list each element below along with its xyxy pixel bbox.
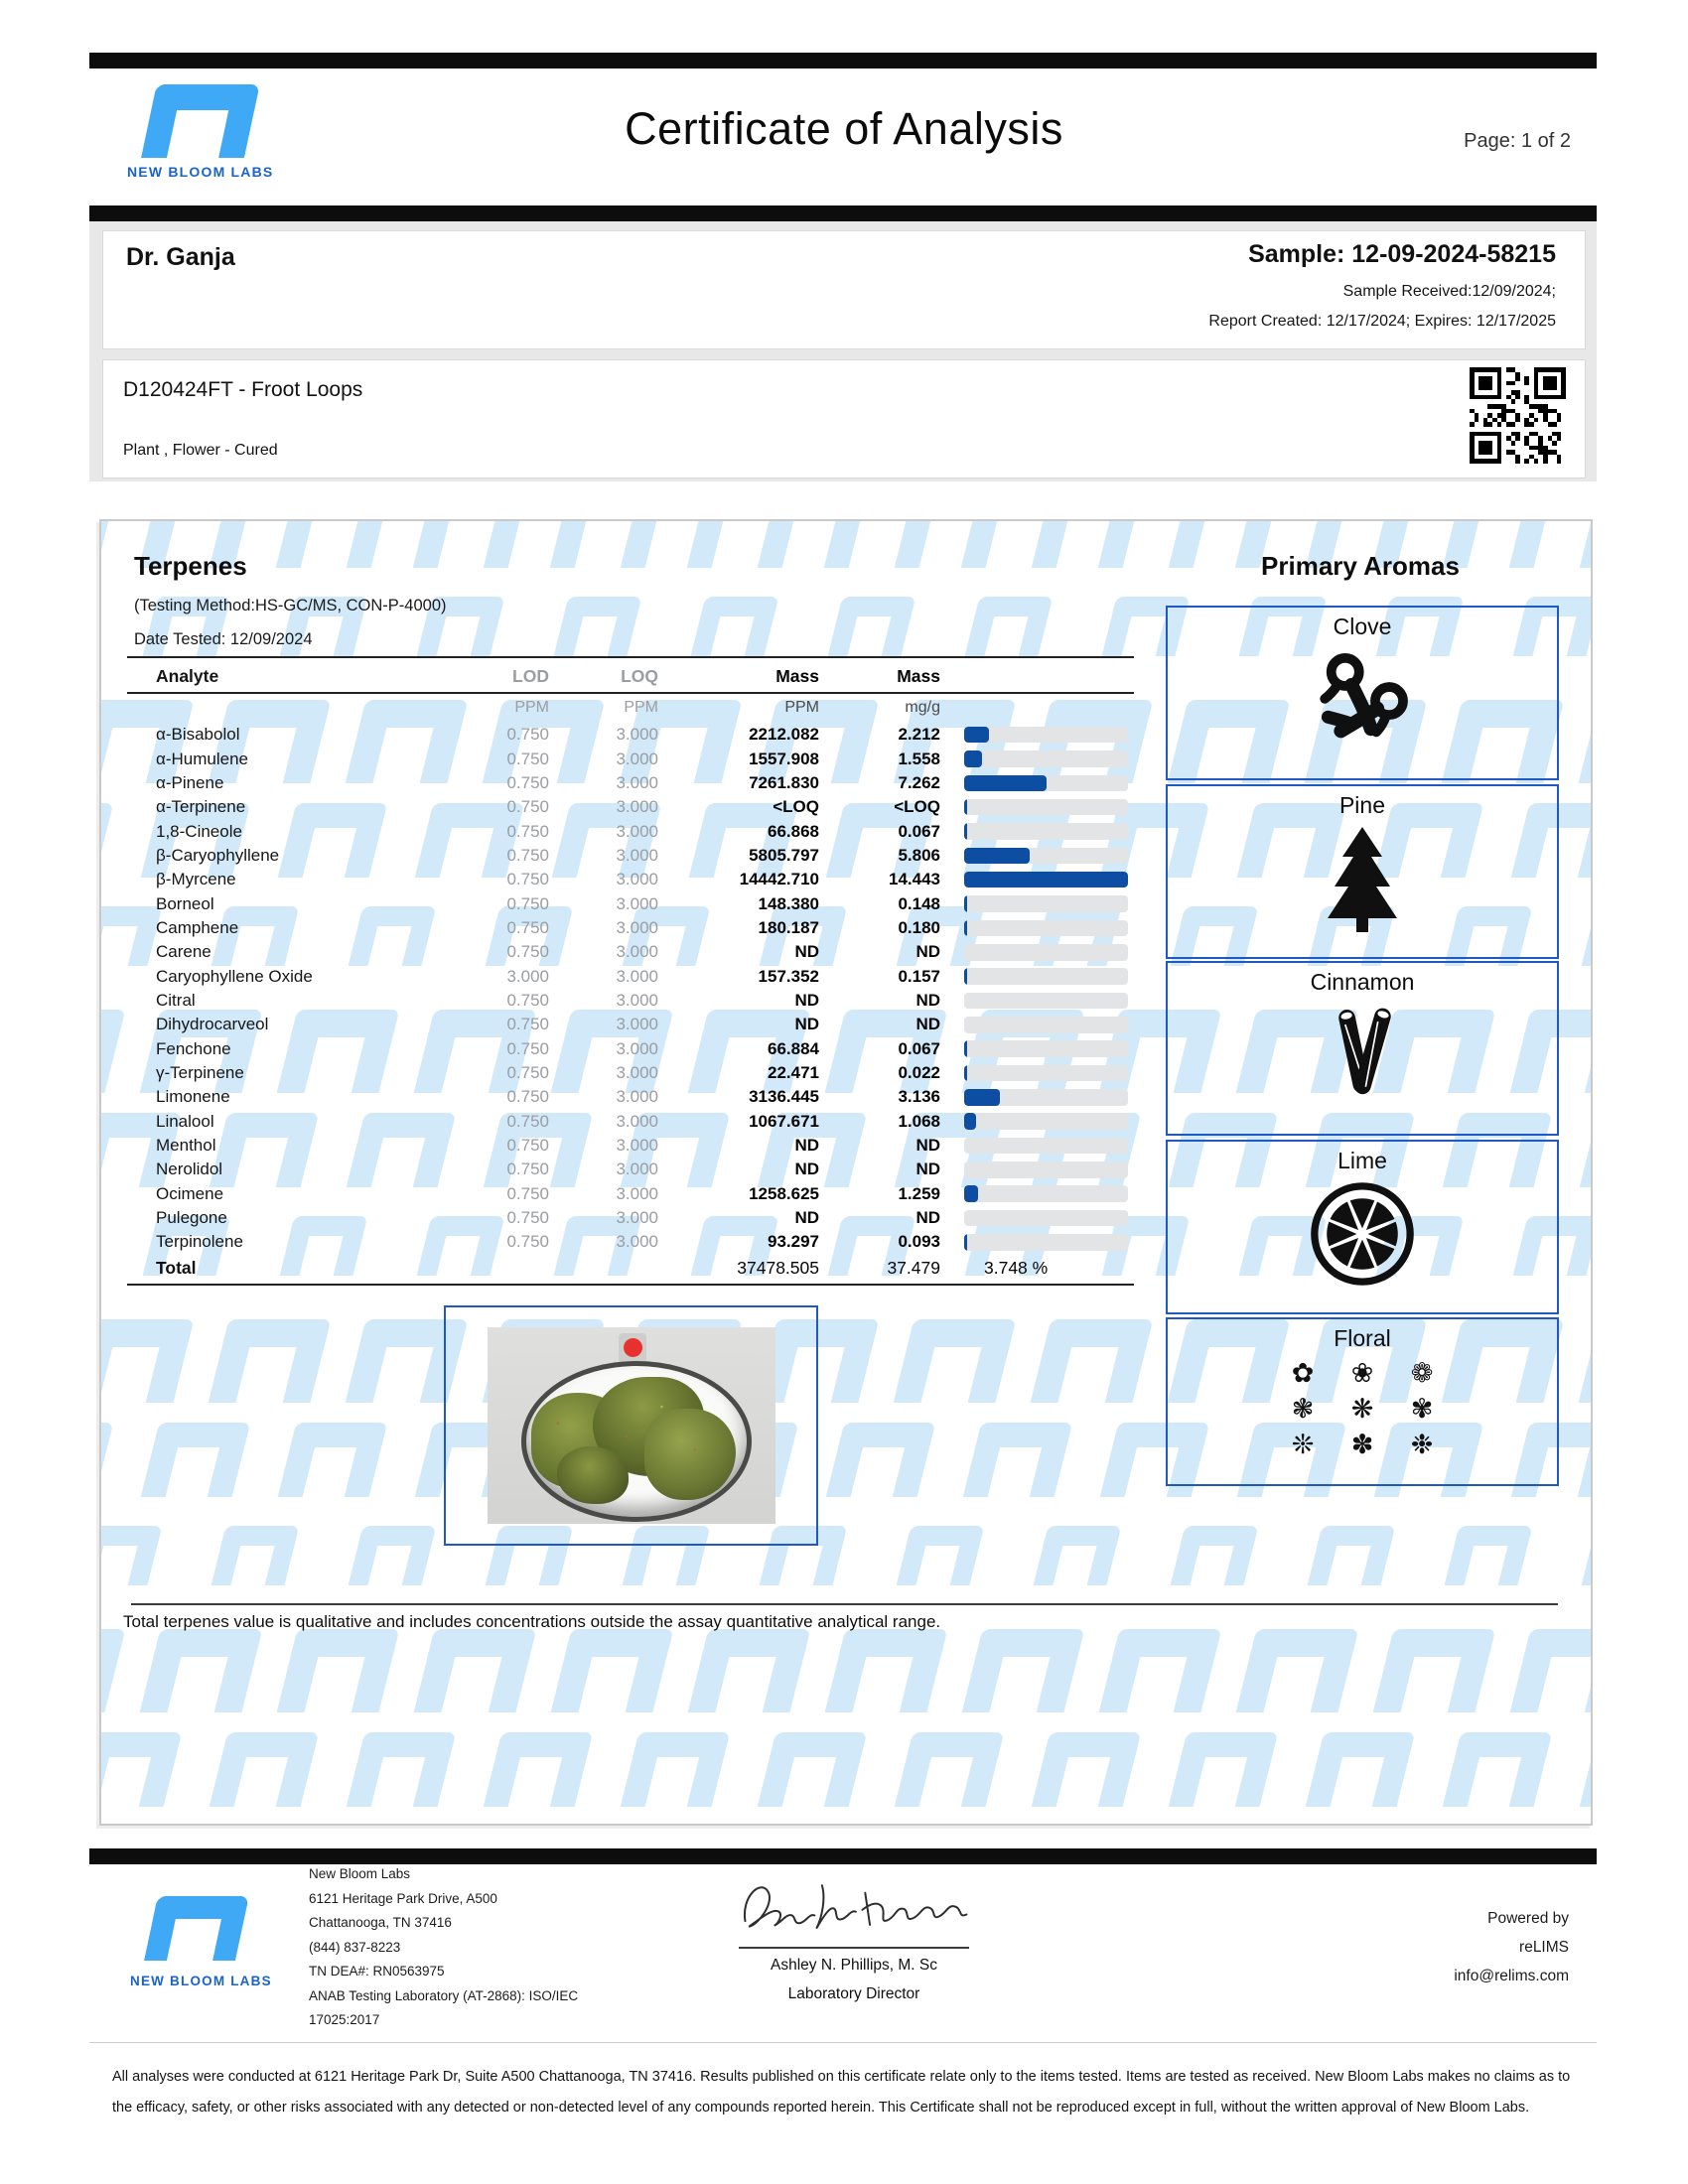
date-tested: Date Tested: 12/09/2024 [134,630,313,648]
analyte-name: 1,8-Cineole [156,821,242,841]
lod-value: 0.750 [506,942,549,962]
flower-glyph: ✽ [1350,1430,1374,1460]
loq-value: 3.000 [616,1111,658,1131]
flower-glyph: ❁ [1410,1358,1434,1389]
sample-photo [488,1327,775,1524]
mass-ppm-value: 22.471 [768,1062,819,1082]
sample-received: Sample Received:12/09/2024; [1342,283,1556,300]
address-line: 17025:2017 [309,2012,380,2027]
signature-line [739,1947,969,1949]
loq-value: 3.000 [616,1183,658,1203]
table-row [127,1182,1134,1206]
analyte-name: Menthol [156,1136,216,1156]
footer-lab-logo-icon [144,1896,249,1961]
col-analyte: Analyte [156,665,219,686]
analyte-name: γ-Terpinene [156,1062,244,1082]
mass-ppm-value: 148.380 [758,893,819,913]
mass-ppm-value: 157.352 [758,966,819,986]
analyte-name: Dihydrocarveol [156,1015,269,1034]
loq-value: 3.000 [616,1208,658,1228]
mass-bar [964,968,1128,985]
table-row [127,940,1134,964]
signature-block [725,1872,983,2003]
mass-mgg-value: 1.558 [898,749,940,768]
table-top-rule [127,656,1134,658]
mass-ppm-value: ND [794,1015,819,1034]
table-row [127,771,1134,795]
analyte-name: α-Pinene [156,772,224,792]
lod-value: 0.750 [506,1087,549,1107]
analyte-name: Linalool [156,1111,214,1131]
loq-value: 3.000 [616,749,658,768]
aroma-box-lime [1166,1140,1559,1314]
table-row [127,868,1134,891]
mass-ppm-value: ND [794,990,819,1010]
table-row [127,1206,1134,1230]
mass-bar [964,823,1128,840]
lod-value: 0.750 [506,870,549,889]
product-name: D120424FT - Froot Loops [123,378,363,401]
mass-mgg-value: 1.068 [898,1111,940,1131]
mass-bar [964,993,1128,1010]
flower-glyph: ❃ [1291,1394,1315,1425]
analyte-name: Caryophyllene Oxide [156,966,313,986]
product-type: Plant , Flower - Cured [123,442,278,459]
aroma-label: Pine [1338,792,1386,818]
lod-value: 0.750 [506,893,549,913]
analyte-name: α-Humulene [156,749,248,768]
address-line: (844) 837-8223 [309,1939,401,1955]
mass-bar [964,751,1128,767]
mass-bar [964,1040,1128,1057]
analyte-name: Borneol [156,893,214,913]
aroma-box-clove [1166,606,1559,780]
mass-mgg-value: 0.022 [898,1062,940,1082]
lod-value: 0.750 [506,1111,549,1131]
mass-ppm-value: ND [794,1208,819,1228]
table-row [127,1158,1134,1181]
lod-value: 0.750 [506,725,549,745]
info-band [89,221,1597,481]
table-row [127,916,1134,940]
analyte-name: Camphene [156,917,239,937]
clove-icon [1309,644,1416,755]
lod-value: 0.750 [506,1136,549,1156]
aroma-label: Floral [1334,1325,1391,1351]
mass-bar [964,848,1128,865]
note-rule [131,1603,1558,1605]
table-row [127,1013,1134,1036]
cinnamon-icon [1311,1000,1414,1109]
mass-bar [964,895,1128,912]
mass-bar [964,1161,1128,1178]
table-row [127,819,1134,843]
mass-bar [964,1089,1128,1106]
loq-value: 3.000 [616,917,658,937]
table-row [127,891,1134,915]
mass-ppm-value: 5805.797 [749,845,819,865]
contact-email: info@relims.com [1454,1968,1569,1984]
terpene-rows [127,723,1134,1255]
analyte-name: Terpinolene [156,1232,243,1252]
footer-lab-logo [144,1896,235,1961]
mass-ppm-value: 1258.625 [749,1183,819,1203]
document-title: Certificate of Analysis [625,103,1063,154]
mass-ppm-value: ND [794,1136,819,1156]
loq-value: 3.000 [616,821,658,841]
flower-glyph: ❉ [1410,1430,1434,1460]
aroma-label: Lime [1337,1148,1387,1173]
lod-value: 0.750 [506,1062,549,1082]
mass-ppm-value: 2212.082 [749,725,819,745]
loq-value: 3.000 [616,990,658,1010]
flower-glyph: ✿ [1291,1358,1315,1389]
analyte-name: Pulegone [156,1208,227,1228]
mass-ppm-value: 1557.908 [749,749,819,768]
lab-logo-wordmark: NEW BLOOM LABS [127,164,274,180]
mass-bar [964,1017,1128,1033]
mass-bar [964,920,1128,937]
flower-bud [557,1446,629,1504]
total-label: Total [156,1257,197,1278]
flower-glyph: ✾ [1410,1394,1434,1425]
client-name: Dr. Ganja [126,243,235,271]
analyte-name: Ocimene [156,1183,224,1203]
mass-ppm-value: 7261.830 [749,772,819,792]
table-row [127,795,1134,819]
total-mass-ppm: 37478.505 [737,1257,819,1278]
col-mass-ppm: Mass [775,665,819,686]
mass-mgg-value: ND [915,1208,940,1228]
powered-by-label: Powered by [1487,1910,1569,1927]
mass-mgg-value: 2.212 [898,725,940,745]
powered-by-block [1454,1904,1569,1990]
loq-value: 3.000 [616,845,658,865]
total-terpenes-note: Total terpenes value is qualitative and includes concentrations outside the assay quantitative analytical range. [123,1612,941,1631]
mass-mgg-value: 0.093 [898,1232,940,1252]
unit-lod: PPM [514,699,549,716]
mass-bar [964,1210,1128,1227]
col-lod: LOD [512,665,549,686]
loq-value: 3.000 [616,1087,658,1107]
footer-lab-wordmark: NEW BLOOM LABS [130,1974,272,1988]
lod-value: 0.750 [506,845,549,865]
aroma-box-cinnamon [1166,961,1559,1136]
lod-value: 0.750 [506,749,549,768]
lod-value: 0.750 [506,797,549,817]
mass-mgg-value: ND [915,942,940,962]
loq-value: 3.000 [616,1232,658,1252]
aroma-box-pine [1166,784,1559,959]
analyte-name: β-Caryophyllene [156,845,280,865]
mass-bar [964,727,1128,744]
mass-bar [964,1138,1128,1155]
analyte-name: α-Bisabolol [156,725,240,745]
signatory-name: Ashley N. Phillips, M. Sc [771,1957,937,1974]
col-loq: LOQ [621,665,658,686]
mass-mgg-value: 0.067 [898,821,940,841]
mass-bar [964,944,1128,961]
address-line: New Bloom Labs [309,1866,411,1881]
loq-value: 3.000 [616,1160,658,1179]
photo-red-dot [624,1338,642,1357]
mass-mgg-value: 14.443 [889,870,940,889]
mass-mgg-value: 0.148 [898,893,940,913]
mass-ppm-value: <LOQ [773,797,819,817]
analyte-name: Limonene [156,1087,230,1107]
loq-value: 3.000 [616,1015,658,1034]
mass-mgg-value: ND [915,1015,940,1034]
aroma-label: Clove [1333,614,1392,639]
loq-value: 3.000 [616,870,658,889]
mass-mgg-value: ND [915,1136,940,1156]
loq-value: 3.000 [616,725,658,745]
lod-value: 0.750 [506,990,549,1010]
mass-bar [964,872,1128,888]
table-header-rule [127,692,1134,694]
sample-photo-box [444,1305,818,1546]
mass-ppm-value: 180.187 [758,917,819,937]
loq-value: 3.000 [616,1062,658,1082]
analyte-name: Nerolidol [156,1160,223,1179]
mass-mgg-value: 5.806 [898,845,940,865]
lod-value: 0.750 [506,1183,549,1203]
terpenes-section-title: Terpenes [134,551,247,581]
mass-bar [964,1185,1128,1202]
lod-value: 3.000 [506,966,549,986]
total-percent: 3.748 % [984,1257,1049,1278]
mass-mgg-value: 7.262 [898,772,940,792]
lod-value: 0.750 [506,1160,549,1179]
results-card [99,519,1593,1826]
analyte-name: Fenchone [156,1038,231,1058]
flower-glyph: ❀ [1350,1358,1374,1389]
total-mass-mgg: 37.479 [887,1257,940,1278]
analyte-name: β-Myrcene [156,870,236,889]
loq-value: 3.000 [616,772,658,792]
table-row [127,989,1134,1013]
table-row [127,1134,1134,1158]
mass-mgg-value: ND [915,1160,940,1179]
lod-value: 0.750 [506,772,549,792]
address-line: 6121 Heritage Park Drive, A500 [309,1890,497,1906]
disclaimer-text: All analyses were conducted at 6121 Heritage Park Dr, Suite A500 Chattanooga, TN 37416. Results published on this certificate relate only to the items tested. Items are tested as received. New Bloom Labs makes no claims as to the efficacy, safety, or other risks associated with any detected or non-detected level of any compounds reported herein. This Certificate shall not be reproduced except in full, without the written approval of New Bloom Labs. [112,2069,1571,2116]
address-line: Chattanooga, TN 37416 [309,1915,452,1930]
mass-bar [964,775,1128,792]
mass-mgg-value: 0.067 [898,1038,940,1058]
mass-mgg-value: 0.180 [898,917,940,937]
aroma-box-floral [1166,1317,1559,1486]
table-row [127,1230,1134,1254]
page-number: Page: 1 of 2 [1464,130,1571,152]
mass-ppm-value: ND [794,942,819,962]
unit-mass-mgg: mg/g [905,699,940,716]
unit-loq: PPM [624,699,658,716]
table-row [127,723,1134,747]
analyte-name: Carene [156,942,211,962]
mass-bar [964,1234,1128,1251]
table-row [127,747,1134,770]
mass-ppm-value: 14442.710 [739,870,819,889]
unit-mass-ppm: PPM [784,699,819,716]
loq-value: 3.000 [616,942,658,962]
mass-ppm-value: 66.868 [768,821,819,841]
powered-by-brand: reLIMS [1519,1939,1569,1956]
table-row [127,964,1134,988]
loq-value: 3.000 [616,893,658,913]
mass-mgg-value: 1.259 [898,1183,940,1203]
table-row [127,844,1134,868]
mass-ppm-value: 1067.671 [749,1111,819,1131]
address-line: TN DEA#: RN0563975 [309,1964,445,1979]
loq-value: 3.000 [616,1038,658,1058]
address-line: ANAB Testing Laboratory (AT-2868): ISO/IEC [309,1987,579,2003]
mass-mgg-value: <LOQ [894,797,940,817]
analyte-name: α-Terpinene [156,797,246,817]
signature [730,1872,978,1940]
table-row [127,1110,1134,1134]
top-divider-bar [89,53,1597,68]
lod-value: 0.750 [506,1015,549,1034]
mass-ppm-value: 66.884 [768,1038,819,1058]
table-header-row [127,662,1134,690]
table-row [127,1085,1134,1109]
mass-ppm-value: 3136.445 [749,1087,819,1107]
analyte-name: Citral [156,990,196,1010]
loq-value: 3.000 [616,1136,658,1156]
flower-glyph: ❋ [1350,1394,1374,1425]
mass-ppm-value: 93.297 [768,1232,819,1252]
qr-code [1470,367,1566,464]
testing-method: (Testing Method:HS-GC/MS, CON-P-4000) [134,597,447,614]
primary-aromas-title: Primary Aromas [1261,551,1460,581]
mass-bar [964,799,1128,816]
mass-bar [964,1065,1128,1082]
lod-value: 0.750 [506,1232,549,1252]
loq-value: 3.000 [616,797,658,817]
header-divider-bar [89,205,1597,221]
lod-value: 0.750 [506,1038,549,1058]
floral-icon [1168,1356,1557,1463]
table-row [127,1061,1134,1085]
product-info-box [102,359,1586,478]
table-row [127,1036,1134,1060]
col-mass-mgg: Mass [897,665,940,686]
table-bottom-rule [127,1284,1134,1286]
pine-icon [1312,823,1413,934]
table-total-row [127,1255,1134,1281]
aroma-label: Cinnamon [1310,969,1415,995]
signatory-title: Laboratory Director [787,1985,920,2002]
mass-mgg-value: 0.157 [898,966,940,986]
report-dates: Report Created: 12/17/2024; Expires: 12/17/2025 [1208,313,1556,330]
mass-mgg-value: 3.136 [898,1087,940,1107]
flower-glyph: ❊ [1291,1430,1315,1460]
lab-address-block [309,1862,578,2033]
mass-mgg-value: ND [915,990,940,1010]
table-units-row [127,696,1134,720]
lod-value: 0.750 [506,917,549,937]
loq-value: 3.000 [616,966,658,986]
mass-ppm-value: ND [794,1160,819,1179]
mass-bar [964,1113,1128,1130]
lod-value: 0.750 [506,1208,549,1228]
disclaimer-divider [89,2042,1597,2043]
lod-value: 0.750 [506,821,549,841]
sample-id: Sample: 12-09-2024-58215 [1248,240,1556,268]
lime-icon [1307,1178,1418,1290]
sample-info-box [102,230,1586,349]
